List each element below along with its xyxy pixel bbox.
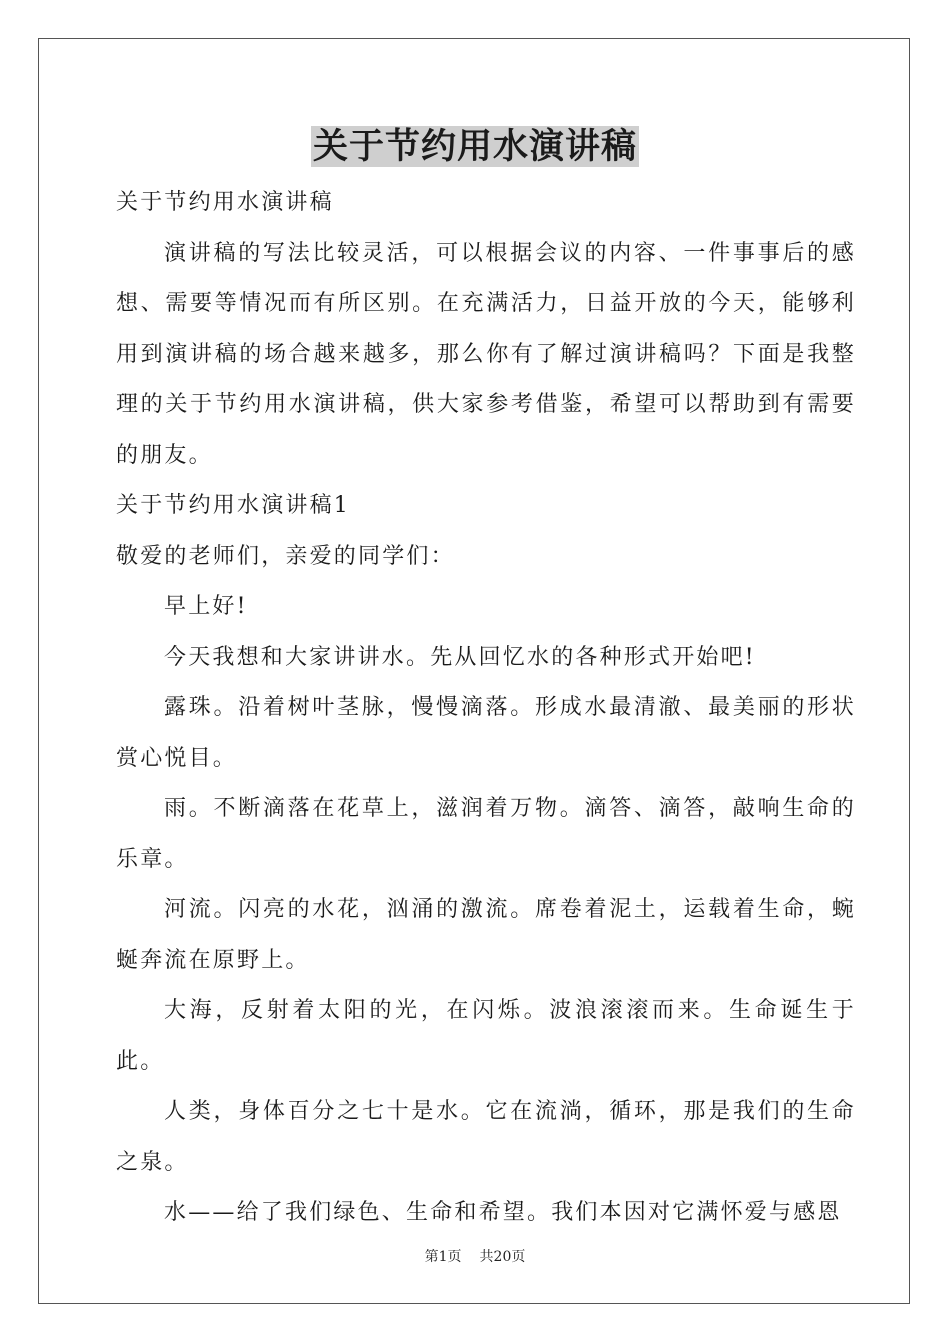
- document-title-text: 关于节约用水演讲稿: [312, 126, 637, 167]
- document-body: [116, 178, 856, 1239]
- page-number: 第1页: [424, 1249, 462, 1265]
- page-total: 共20页: [479, 1249, 526, 1265]
- paragraph: 河流。闪亮的水花，汹涌的激流。席卷着泥土，运载着生命，蜿蜒奔流在原野上。: [116, 897, 856, 973]
- salutation: 敬爱的老师们，亲爱的同学们：: [116, 543, 455, 569]
- document-title: [0, 124, 950, 170]
- page-footer: [0, 1247, 950, 1267]
- paragraph: 早上好!: [164, 594, 248, 619]
- paragraph: 关于节约用水演讲稿: [116, 190, 334, 215]
- section-heading: 关于节约用水演讲稿1: [116, 493, 350, 518]
- paragraph: 雨。不断滴落在花草上，滋润着万物。滴答、滴答，敲响生命的乐章。: [116, 796, 856, 872]
- paragraph: 演讲稿的写法比较灵活，可以根据会议的内容、一件事事后的感想、需要等情况而有所区别。在充满活力，日益开放的今天，能够利用到演讲稿的场合越来越多，那么你有了解过演讲稿吗？下面是我整理的关于节约用水演讲稿，供大家参考借鉴，希望可以帮助到有需要的朋友。: [116, 240, 856, 468]
- paragraph: 人类，身体百分之七十是水。它在流淌，循环，那是我们的生命之泉。: [116, 1099, 856, 1175]
- paragraph: 露珠。沿着树叶茎脉，慢慢滴落。形成水最清澈、最美丽的形状赏心悦目。: [116, 695, 856, 771]
- paragraph: 大海，反射着太阳的光，在闪烁。波浪滚滚而来。生命诞生于此。: [116, 998, 856, 1074]
- paragraph: 水——给了我们绿色、生命和希望。我们本因对它满怀爱与感恩: [164, 1200, 842, 1225]
- paragraph: 今天我想和大家讲讲水。先从回忆水的各种形式开始吧!: [164, 644, 756, 670]
